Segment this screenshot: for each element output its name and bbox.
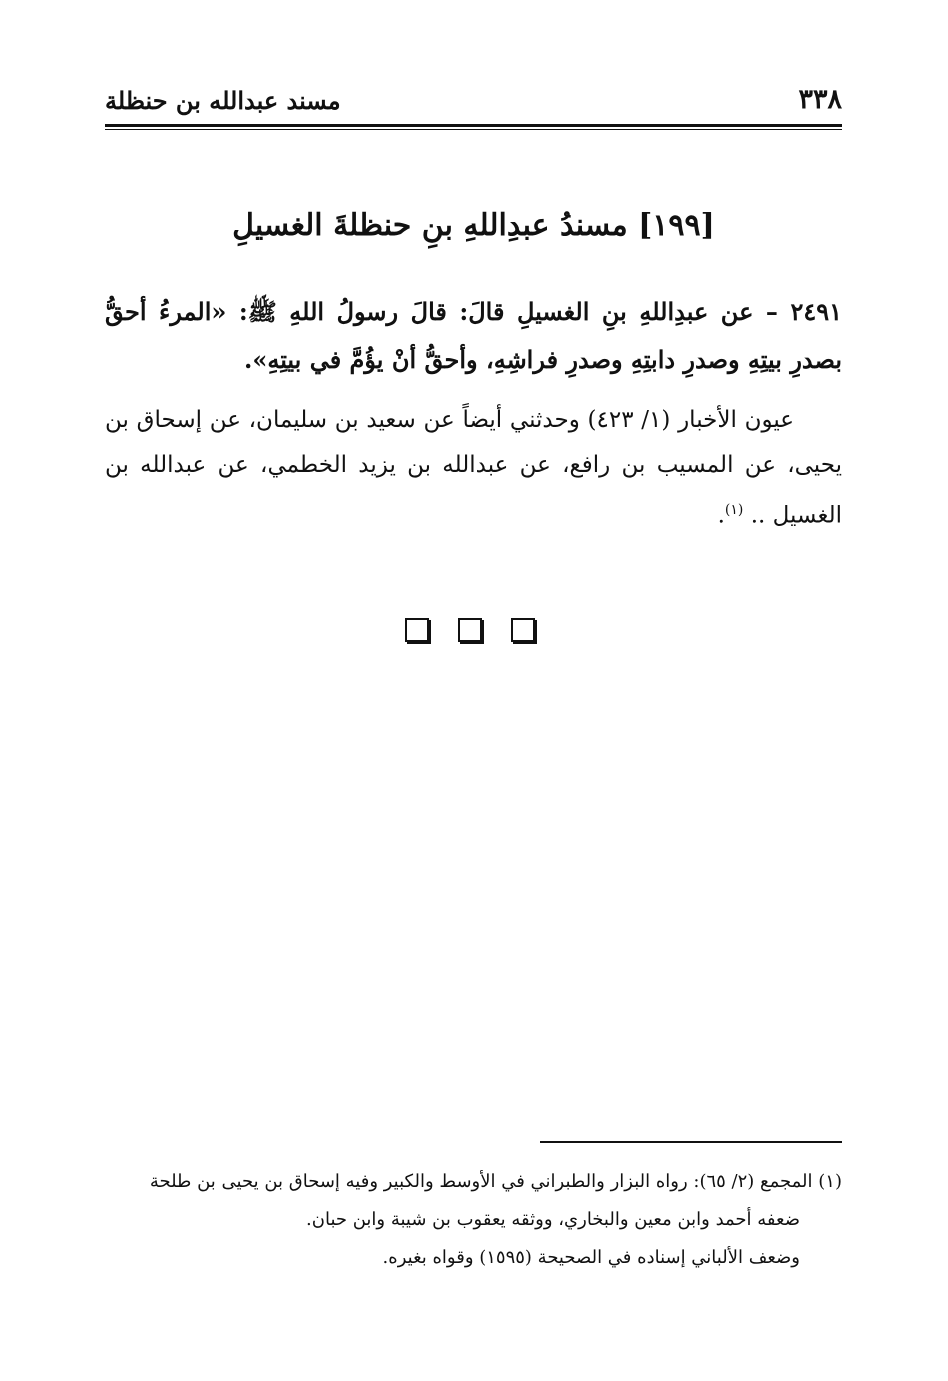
square-icon bbox=[405, 618, 429, 642]
note-end: . bbox=[717, 502, 725, 529]
footnote-line: وضعف الألباني إسناده في الصحيحة (١٥٩٥) وقواه بغيره. bbox=[382, 1247, 800, 1268]
chapter-heading: [١٩٩] مسندُ عبدِاللهِ بنِ حنظلةَ الغسيلِ bbox=[232, 208, 715, 243]
page-number: ٣٣٨ bbox=[798, 84, 842, 115]
hadith-paragraph bbox=[105, 288, 842, 384]
footnote-line: (١) المجمع (٢/ ٦٥): رواه البزار والطبراني في الأوسط والكبير وفيه إسحاق بن يحيى بن طلحة bbox=[149, 1171, 842, 1192]
header-rule-thin bbox=[105, 129, 842, 130]
footnote-rule bbox=[540, 1141, 842, 1143]
running-title: مسند عبدالله بن حنظلة bbox=[105, 86, 341, 115]
footnote-line: ضعفه أحمد وابن معين والبخاري، ووثقه يعقوب بن شيبة وابن حبان. bbox=[306, 1209, 800, 1230]
footnote-reference: (١) bbox=[724, 502, 744, 518]
square-icon bbox=[511, 618, 535, 642]
hadith-text: – عن عبدِاللهِ بنِ الغسيلِ قالَ: قالَ رسولُ اللهِ ﷺ: «المرءُ أحقُّ بصدرِ بيتِهِ وصدرِ دابتِهِ وصدرِ فراشِهِ، وأحقُّ أنْ يؤُمَّ في بيتِهِ». bbox=[105, 297, 842, 374]
note-text: عيون الأخبار (١/ ٤٢٣) وحدثني أيضاً عن سعيد بن سليمان، عن إسحاق بن يحيى، عن المسيب بن رافع، عن عبدالله بن يزيد الخطمي، عن عبدالله بن الغسيل .. bbox=[105, 407, 842, 529]
footnotes bbox=[105, 1163, 842, 1277]
header-rule-thick bbox=[105, 124, 842, 127]
page-header bbox=[105, 82, 842, 122]
square-icon bbox=[458, 618, 482, 642]
note-paragraph bbox=[105, 398, 842, 539]
section-separator bbox=[405, 618, 535, 644]
hadith-number: ٢٤٩١ bbox=[790, 297, 842, 326]
